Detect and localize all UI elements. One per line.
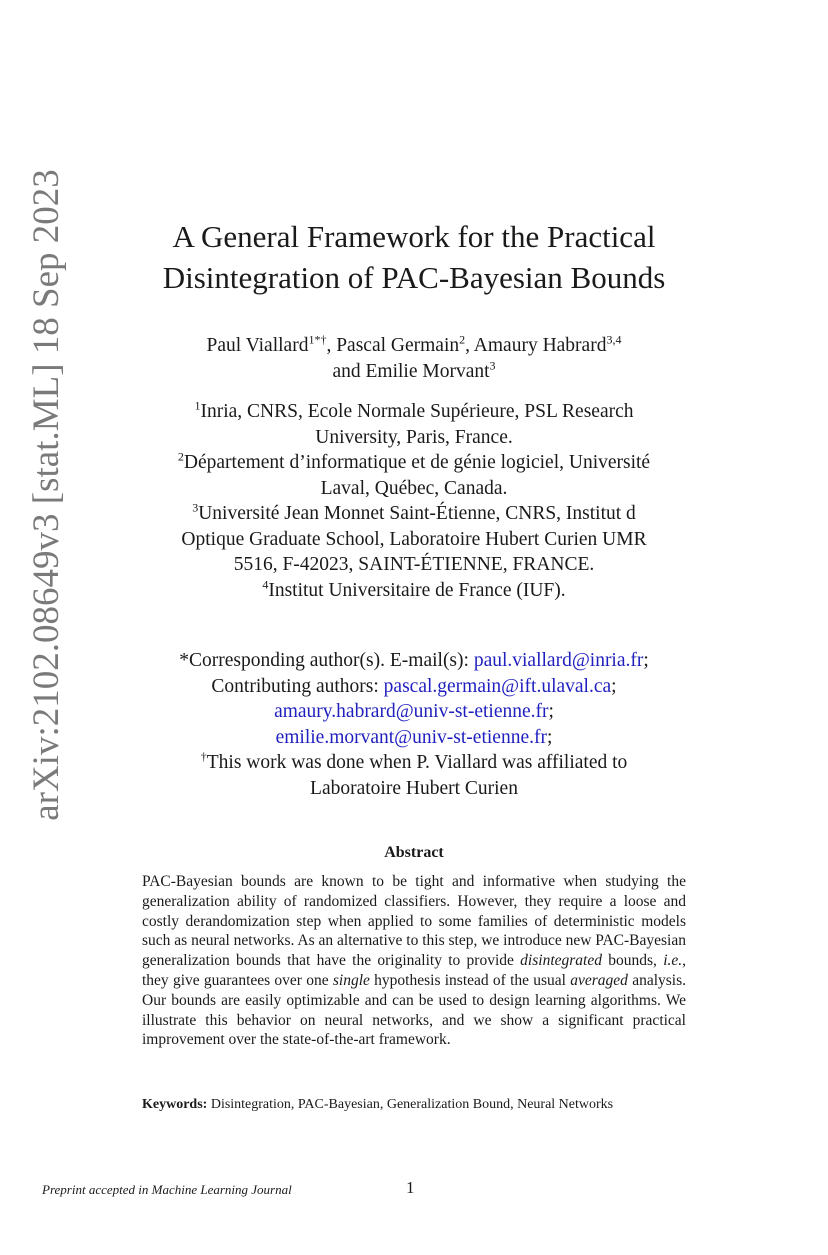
author-affil-mark: 1*†	[308, 332, 327, 347]
author-name: , Pascal Germain	[326, 335, 460, 356]
affiliation-1-cont: University, Paris, France.	[315, 426, 513, 448]
abstract-text	[142, 872, 686, 1050]
affil-number: 1	[194, 398, 201, 413]
abstract-segment: PAC-Bayesian bounds are known to be tight and informative when studying the generalization ability of randomized classifiers. However, they require a loose and costly derandomization step when applied to some families of deterministic models such as neural networks. As an alternative to this step, we introduce new PAC-Bayesian generalization bounds that have the originality to provide	[142, 873, 686, 970]
abstract-emphasis: i.e.	[663, 952, 683, 970]
abstract-emphasis: single	[332, 971, 370, 989]
author-line-1	[110, 333, 718, 359]
author-line-2	[110, 359, 718, 385]
email-link-morvant[interactable]: emilie.morvant@univ-st-etienne.fr	[275, 726, 547, 748]
author-name: , Amaury Habrard	[465, 335, 607, 356]
dagger-mark: †	[200, 749, 207, 764]
keywords-text: Disintegration, PAC-Bayesian, Generalization Bound, Neural Networks	[207, 1097, 614, 1112]
dagger-note	[110, 750, 718, 776]
separator: ;	[546, 726, 553, 748]
abstract-emphasis: averaged	[570, 971, 628, 989]
preprint-note: Preprint accepted in Machine Learning Journal	[42, 1182, 292, 1197]
affiliation-2	[110, 450, 718, 476]
separator: ;	[643, 650, 649, 671]
author-name: Paul Viallard	[206, 335, 309, 356]
affil-text: Inria, CNRS, Ecole Normale Supérieure, PSL Research	[200, 401, 634, 422]
affiliation-1	[110, 399, 718, 425]
dagger-note-text: This work was done when P. Viallard was affiliated to	[206, 752, 628, 773]
author-name: and Emilie Morvant	[332, 360, 490, 382]
paper-title	[100, 216, 728, 298]
abstract-emphasis: disintegrated	[520, 952, 602, 970]
separator: ;	[611, 675, 617, 697]
title-line-1: A General Framework for the Practical	[172, 219, 656, 254]
affiliation-3-cont: Optique Graduate School, Laboratoire Hubert Curien UMR	[181, 528, 647, 550]
abstract-segment: analysis. Our bounds are easily optimizable and can be used to design learning algorithms. We illustrate this behavior on neural networks, and we show a significant practical improvement over the state-of-the-art framework.	[142, 971, 687, 1049]
arxiv-identifier-stamp: arXiv:2102.08649v3 [stat.ML] 18 Sep 2023	[26, 169, 67, 821]
abstract-segment: , they give guarantees over one	[142, 952, 686, 989]
separator: ;	[548, 701, 554, 722]
affil-text: Département d’informatique et de génie logiciel, Université	[183, 452, 651, 473]
dagger-note-cont: Laboratoire Hubert Curien	[310, 777, 518, 799]
email-line-habrard	[110, 699, 718, 725]
affil-text: Université Jean Monnet Saint-Étienne, CNRS, Institut d	[198, 503, 636, 524]
abstract-segment: hypothesis instead of the usual	[369, 971, 571, 989]
affiliation-3	[110, 501, 718, 527]
author-affil-mark: 3	[489, 358, 496, 372]
contributing-label: Contributing authors:	[211, 675, 384, 697]
email-link-habrard[interactable]: amaury.habrard@univ-st-etienne.fr	[274, 701, 549, 722]
affiliation-4	[110, 578, 718, 604]
abstract-segment: bounds,	[601, 952, 664, 970]
corresponding-author-line	[110, 648, 718, 674]
affil-number: 2	[177, 449, 184, 464]
email-link-germain[interactable]: pascal.germain@ift.ulaval.ca	[383, 675, 612, 697]
affiliation-2-cont: Laval, Québec, Canada.	[320, 477, 508, 499]
affil-text: Institut Universitaire de France (IUF).	[268, 579, 566, 601]
affiliation-3-cont2: 5516, F-42023, SAINT-ÉTIENNE, FRANCE.	[233, 554, 595, 575]
affiliation-list	[110, 399, 718, 603]
author-affil-mark: 2	[459, 332, 466, 347]
author-list	[110, 333, 718, 384]
email-link-viallard[interactable]: paul.viallard@inria.fr	[473, 650, 644, 671]
keywords	[142, 1096, 686, 1114]
keywords-label: Keywords:	[142, 1097, 208, 1112]
author-affil-mark: 3,4	[606, 332, 622, 347]
title-line-2: Disintegration of PAC-Bayesian Bounds	[162, 260, 666, 295]
contributing-authors-line	[110, 674, 718, 700]
email-line-morvant	[110, 725, 718, 751]
affil-number: 4	[262, 577, 269, 591]
affil-number: 3	[192, 500, 199, 515]
corresponding-label: *Corresponding author(s). E-mail(s):	[179, 650, 474, 671]
contact-info	[110, 648, 718, 801]
page-number: 1	[406, 1178, 415, 1197]
abstract-heading: Abstract	[384, 844, 444, 861]
